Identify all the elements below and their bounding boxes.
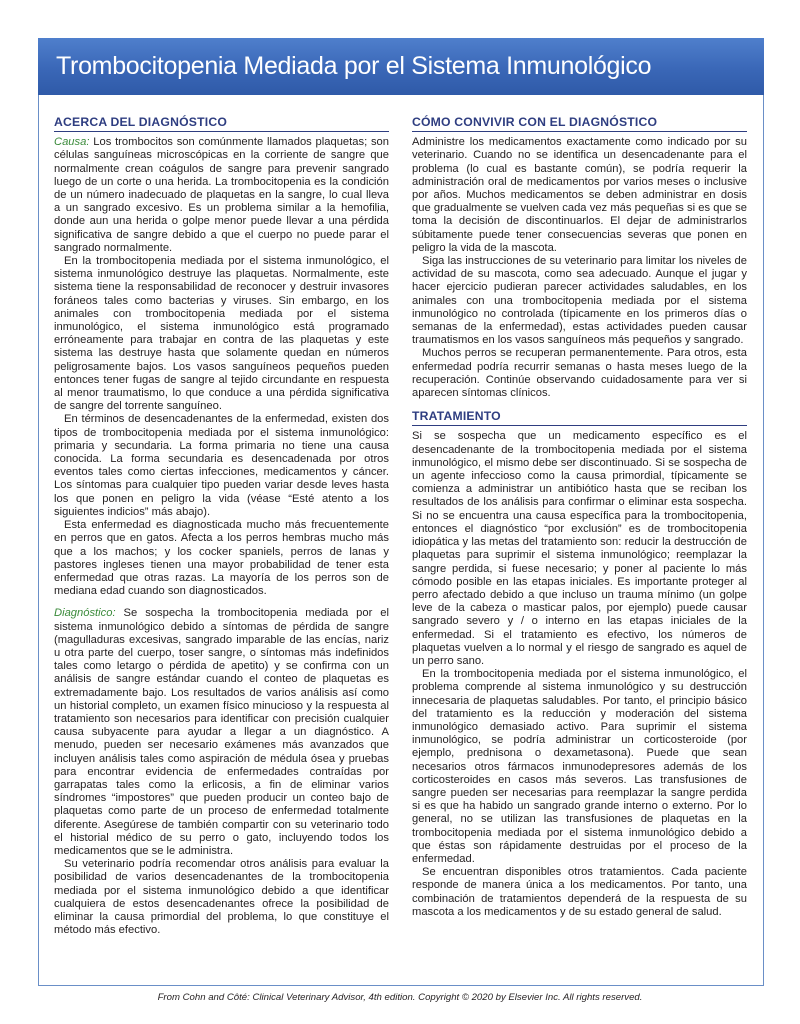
- right-column: [412, 116, 747, 919]
- paragraph: Muchos perros se recuperan permanentemente. Para otros, esta enfermedad podría recurrir semanas o hasta meses luego de la recuperación. Continúe observando cuidadosamente para ver si aparecen síntomas clínicos.: [412, 347, 747, 400]
- diagnosis-label: Diagnóstico:: [54, 607, 116, 620]
- paragraph: Esta enfermedad es diagnosticada mucho más frecuentemente en perros que en gatos. Afecta a los perros hembras mucho más que a los machos; y los cocker spaniels, perros de lanas y pastores ingleses tienen una mayor probabilidad de tener esta enfermedad que otras razas. La mayoría de los perros son de mediana edad cuando son diagnosticados.: [54, 519, 389, 598]
- diagnosis-text: Se sospecha la trombocitopenia mediada por el sistema inmunológico debido a síntomas de pérdida de sangre (magulladuras excesivas, sangrado imparable de las encías, nariz u otra parte del cuerpo, toser sangre, o síntomas más indefinidos tales como letargo o pérdida de apetito) y se confirma con un análisis de sangre estándar cuando el conteo de plaquetas es extremadamente bajo. Los resultados de varios análisis así como un historial completo, un examen físico minucioso y la respuesta al tratamiento son necesarios para identificar con precisión cualquier causa subyacente para ayudar a llegar a un diagnóstico. A menudo, pueden ser necesario exámenes más avanzados que incluyen análisis tales como aspiración de médula ósea y pruebas para encontrar evidencia de enfermedades contraídas por garrapatas tales como la erlicosis, a fin de eliminar varios síndromes “impostores” que pueden producir un conteo bajo de plaquetas como parte de un proceso de enfermedad totalmente diferente. Asegúrese de también compartir con su veterinario todo el historial médico de su perro o gato, incluyendo todos los medicamentos que se le administra.: [54, 607, 390, 857]
- section-heading-treatment: TRATAMIENTO: [412, 410, 747, 426]
- cause-paragraph: [54, 136, 389, 255]
- copyright-footer: From Cohn and Côté: Clinical Veterinary Advisor, 4th edition. Copyright © 2020 by Elsevier Inc. All rights reserved.: [157, 992, 643, 1003]
- paragraph: Su veterinario podría recomendar otros análisis para evaluar la posibilidad de varios desencadenantes de la trombocitopenia mediada por el sistema inmunológico debido a que identificar cualquiera de estos desencadenantes ofrece la posibilidad de eliminar la causa primordial del problema, lo que constituye el método más efectivo.: [54, 858, 389, 937]
- cause-text: Los trombocitos son comúnmente llamados plaquetas; son células sanguíneas microscópicas en la corriente de sangre que normalmente crean coágulos de sangre para prevenir sangrado luego de un corte o una herida. La trombocitopenia es la condición de un número inadecuado de plaquetas en la sangre, lo cual lleva a un sangrado excesivo. Es un problema similar a la hemofilia, donde aun una herida o golpe menor puede llevar a una pérdida significativa de sangre debido a que el cuerpo no puede parar el sangrado normalmente.: [54, 136, 390, 254]
- section-heading-about: ACERCA DEL DIAGNÓSTICO: [54, 116, 389, 132]
- paragraph: En la trombocitopenia mediada por el sistema inmunológico, el problema comprende al sistema inmunológico y su destrucción innecesaria de plaquetas saludables. Por tanto, el principio básico del tratamiento es la reducción y moderación del sistema inmunológico demasiado activo. Para suprimir el sistema inmunológico, se podría administrar un corticosteroide (por ejemplo, prednisona o dexametasona). Puede que sean necesarios otros fármacos inmunodepresores además de los corticosteroides en casos más severos. Las transfusiones de sangre pueden ser necesarias para reemplazar la sangre perdida si es que ha habido un sangrado grande interno o externo. Por lo general, no se utilizan las transfusiones de plaquetas en la trombocitopenia mediada por el sistema inmunológico debido a que éstas son rápidamente destruidas por el proceso de la enfermedad.: [412, 668, 747, 865]
- paragraph: Siga las instrucciones de su veterinario para limitar los niveles de actividad de su mascota, como sea adecuado. Aunque el jugar y hacer ejercicio pudieran parecer actividades saludables, en los animales con una trombocitopenia mediada por el sistema inmunológico no controlada (típicamente en los primeros días o semanas de la enfermedad), estas actividades pueden causar traumatismos en los vasos sanguíneos más pequeños y sangrado.: [412, 255, 747, 347]
- page-title: Trombocitopenia Mediada por el Sistema Inmunológico: [56, 52, 652, 80]
- diagnosis-paragraph: [54, 607, 389, 858]
- section-heading-living: CÓMO CONVIVIR CON EL DIAGNÓSTICO: [412, 116, 747, 132]
- paragraph: En términos de desencadenantes de la enfermedad, existen dos tipos de trombocitopenia mediada por el sistema inmunológico: primaria y secundaria. La forma primaria no tiene una causa conocida. La forma secundaria es desencadenada por otros eventos tales como ciertas infecciones, medicamentos y cáncer. Los síntomas para cualquier tipo pueden variar desde leves hasta los que ponen en peligro la vida (véase “Esté atento a los siguientes indicios” más abajo).: [54, 413, 389, 518]
- title-banner: [38, 38, 764, 95]
- left-column: [54, 116, 389, 937]
- paragraph: En la trombocitopenia mediada por el sistema inmunológico, el sistema inmunológico destruye las plaquetas. Normalmente, este sistema tiene la responsabilidad de reconocer y destruir invasores foráneos tales como bacterias y viruses. Sin embargo, en los animales con trombocitopenia mediada por el sistema inmunológico, el sistema inmunológico está programado erróneamente para trabajar en contra de las plaquetas y este sistema las destruye hasta que solamente quedan en números peligrosamente bajos. Los vasos sanguíneos pequeños pueden entonces tener fugas de sangre al tejido circundante en respuesta al menor traumatismo, lo que conduce a una pérdida significativa de sangre del torrente sanguíneo.: [54, 255, 389, 413]
- paragraph: Se encuentran disponibles otros tratamientos. Cada paciente responde de manera única a los medicamentos. Por tanto, una combinación de tratamientos dependerá de la respuesta de su mascota a los medicamentos y de su estado general de salud.: [412, 866, 747, 918]
- paragraph: Si se sospecha que un medicamento específico es el desencadenante de la trombocitopenia mediada por el sistema inmunológico, el mismo debe ser discontinuado. Si se sospecha de un agente infeccioso como la causa primordial, típicamente se comienza a administrar un antibiótico hasta que se reciban los resultados de los análisis para confirmar o eliminar esta sospecha. Si no se encuentra una causa específica para la trombocitopenia, entonces el diagnóstico “por exclusión” es de trombocitopenia idiopática y las metas del tratamiento son: reducir la destrucción de plaquetas para suprimir el sistema inmunológico; reemplazar la sangre perdida, si fuese necesario; y poner al paciente lo más cómodo posible en las etapas iniciales. Es importante proteger al perro afectado debido a que incluso un trauma mínimo (un golpe leve de la cabeza o masticar palos, por ejemplo) puede causar sangrado severo y / o interno en las etapas iniciales de la enfermedad. Si el tratamiento es efectivo, los números de plaquetas vuelven a lo normal y el riesgo de sangrado es aquel de un perro sano.: [412, 430, 747, 667]
- paragraph: Administre los medicamentos exactamente como indicado por su veterinario. Cuando no se identifica un desencadenante para el problema (lo cual es bastante común), se podría requerir la administración oral de medicamentos por varios meses o inclusive por años. Muchos medicamentos se deben administrar en dosis que gradualmente se vuelven cada vez más pequeñas si es que se toma la decisión de discontinuarlos. El dejar de administrarlos súbitamente puede tener consecuencias severas que ponen en peligro la vida de la mascota.: [412, 136, 747, 254]
- cause-label: Causa:: [54, 136, 90, 149]
